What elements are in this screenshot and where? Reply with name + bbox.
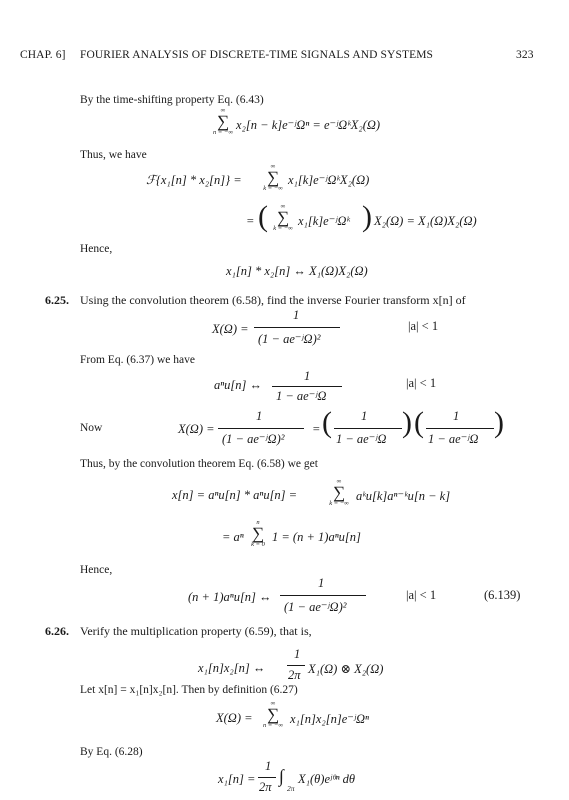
left-paren: ( (322, 406, 332, 439)
right-paren: ) (362, 200, 372, 233)
fraction-denominator: (1 − ae⁻ʲΩ)² (258, 332, 321, 346)
equation-x-n-convolution: x[n] = aⁿu[n] * aⁿu[n] = (172, 488, 298, 502)
summation-sign: ∞ ∑ n = −∞ (213, 107, 233, 136)
equation-fourier-convolution-rhs: x₁[k]e⁻ʲΩᵏX₂(Ω) (288, 173, 370, 187)
fraction-numerator: 1 (294, 647, 301, 661)
equation-product-result: X₂(Ω) = X₁(Ω)X₂(Ω) (374, 214, 477, 228)
equation-equals: = (246, 214, 255, 228)
running-header-chapter: CHAP. 6] (20, 49, 66, 61)
paragraph-convolution-theorem: Thus, by the convolution theorem Eq. (6.58) we get (80, 458, 318, 470)
paragraph-time-shifting: By the time-shifting property Eq. (6.43) (80, 94, 264, 106)
paragraph-hence: Hence, (80, 243, 113, 255)
equation-fourier-convolution-lhs: ℱ{x₁[n] * x₂[n]} = (146, 173, 242, 187)
fraction-bar (280, 595, 366, 596)
paragraph-thus-we-have: Thus, we have (80, 149, 147, 161)
equation-dtft-definition: x₁[n]x₂[n]e⁻ʲΩⁿ (290, 712, 369, 726)
paragraph-now: Now (80, 422, 103, 434)
equation-time-shift: x₂[n − k]e⁻ʲΩⁿ = e⁻ʲΩᵏX₂(Ω) (236, 118, 381, 132)
fraction-numerator: 1 (318, 576, 325, 590)
fraction-denominator: 2π (288, 668, 301, 682)
fraction-numerator: 1 (304, 369, 311, 383)
equation-periodic-convolution: X₁(Ω) ⊗ X₂(Ω) (308, 662, 384, 676)
fraction-denominator: (1 − ae⁻ʲΩ)² (284, 600, 347, 614)
equation-convolution-sum: aᵏu[k]aⁿ⁻ᵏu[n − k] (356, 489, 451, 503)
fraction-bar (254, 327, 340, 328)
right-paren: ) (402, 406, 412, 439)
fraction-numerator: 1 (265, 759, 272, 773)
fraction-bar (426, 428, 494, 429)
equation-inner-sum: x₁[k]e⁻ʲΩᵏ (298, 214, 350, 228)
problem-number-6-26: 6.26. (45, 624, 69, 638)
equation-finite-sum-result: 1 = (n + 1)aⁿu[n] (272, 530, 361, 544)
problem-statement-6-25: Using the convolution theorem (6.58), find the inverse Fourier transform x[n] of (80, 293, 466, 307)
equation-X-omega-lhs: X(Ω) = (178, 422, 215, 436)
fraction-numerator: 1 (256, 409, 263, 423)
fraction-denominator: 1 − ae⁻ʲΩ (336, 432, 387, 446)
equation-multiplication-lhs: x₁[n]x₂[n] ↔ (198, 661, 266, 675)
running-header-title: FOURIER ANALYSIS OF DISCRETE-TIME SIGNALS AND SYSTEMS (80, 49, 434, 61)
condition: |a| < 1 (408, 319, 439, 333)
fraction-bar (334, 428, 402, 429)
paragraph-hence: Hence, (80, 564, 113, 576)
problem-number-6-25: 6.25. (45, 293, 69, 307)
integral-subscript: 2π (287, 784, 295, 793)
equation-geometric-pair-lhs: aⁿu[n] ↔ (214, 378, 263, 392)
fraction-bar (218, 428, 304, 429)
equation-X-omega-lhs: X(Ω) = (212, 322, 249, 336)
equation-convolution-theorem: x₁[n] * x₂[n] ↔ X₁(Ω)X₂(Ω) (226, 264, 368, 278)
condition: |a| < 1 (406, 588, 437, 602)
integral-sign: ∫ (279, 766, 284, 786)
left-paren: ( (258, 200, 268, 233)
summation-sign: ∞ ∑ k = −∞ (329, 478, 349, 507)
page-number: 323 (516, 49, 534, 61)
condition: |a| < 1 (406, 376, 437, 390)
fraction-denominator: 1 − ae⁻ʲΩ (428, 432, 479, 446)
summation-sign: n ∑ k = 0 (251, 519, 265, 548)
fraction-denominator: (1 − ae⁻ʲΩ)² (222, 432, 285, 446)
fraction-numerator: 1 (361, 409, 368, 423)
equation-finite-sum-lhs: = aⁿ (222, 530, 244, 544)
fraction-bar (272, 386, 342, 387)
paragraph-by-eq: By Eq. (6.28) (80, 746, 143, 758)
fraction-denominator: 2π (259, 780, 272, 794)
left-paren: ( (414, 406, 424, 439)
equation-tag-6-139: (6.139) (484, 588, 521, 602)
paragraph-from-eq: From Eq. (6.37) we have (80, 354, 195, 366)
fraction-numerator: 1 (293, 308, 300, 322)
problem-statement-6-26: Verify the multiplication property (6.59), that is, (80, 624, 312, 638)
equation-X-omega-lhs: X(Ω) = (216, 711, 253, 725)
fraction-bar (287, 665, 305, 666)
right-paren: ) (494, 406, 504, 439)
paragraph-let-x-n: Let x[n] = x₁[n]x₂[n]. Then by definition (6.27) (80, 684, 298, 696)
summation-sign: ∞ ∑ k = −∞ (263, 163, 283, 192)
fraction-denominator: 1 − ae⁻ʲΩ (276, 389, 327, 403)
equation-result-lhs: (n + 1)aⁿu[n] ↔ (188, 590, 272, 604)
equation-inverse-dtft-rhs: X₁(θ)eʲᶿⁿ dθ (298, 772, 356, 786)
fraction-bar (258, 777, 276, 778)
equation-equals: = (312, 422, 321, 436)
summation-sign: ∞ ∑ n = −∞ (263, 700, 283, 729)
equation-inverse-dtft-lhs: x₁[n] = (218, 772, 256, 786)
summation-sign: ∞ ∑ k = −∞ (273, 203, 293, 232)
fraction-numerator: 1 (453, 409, 460, 423)
